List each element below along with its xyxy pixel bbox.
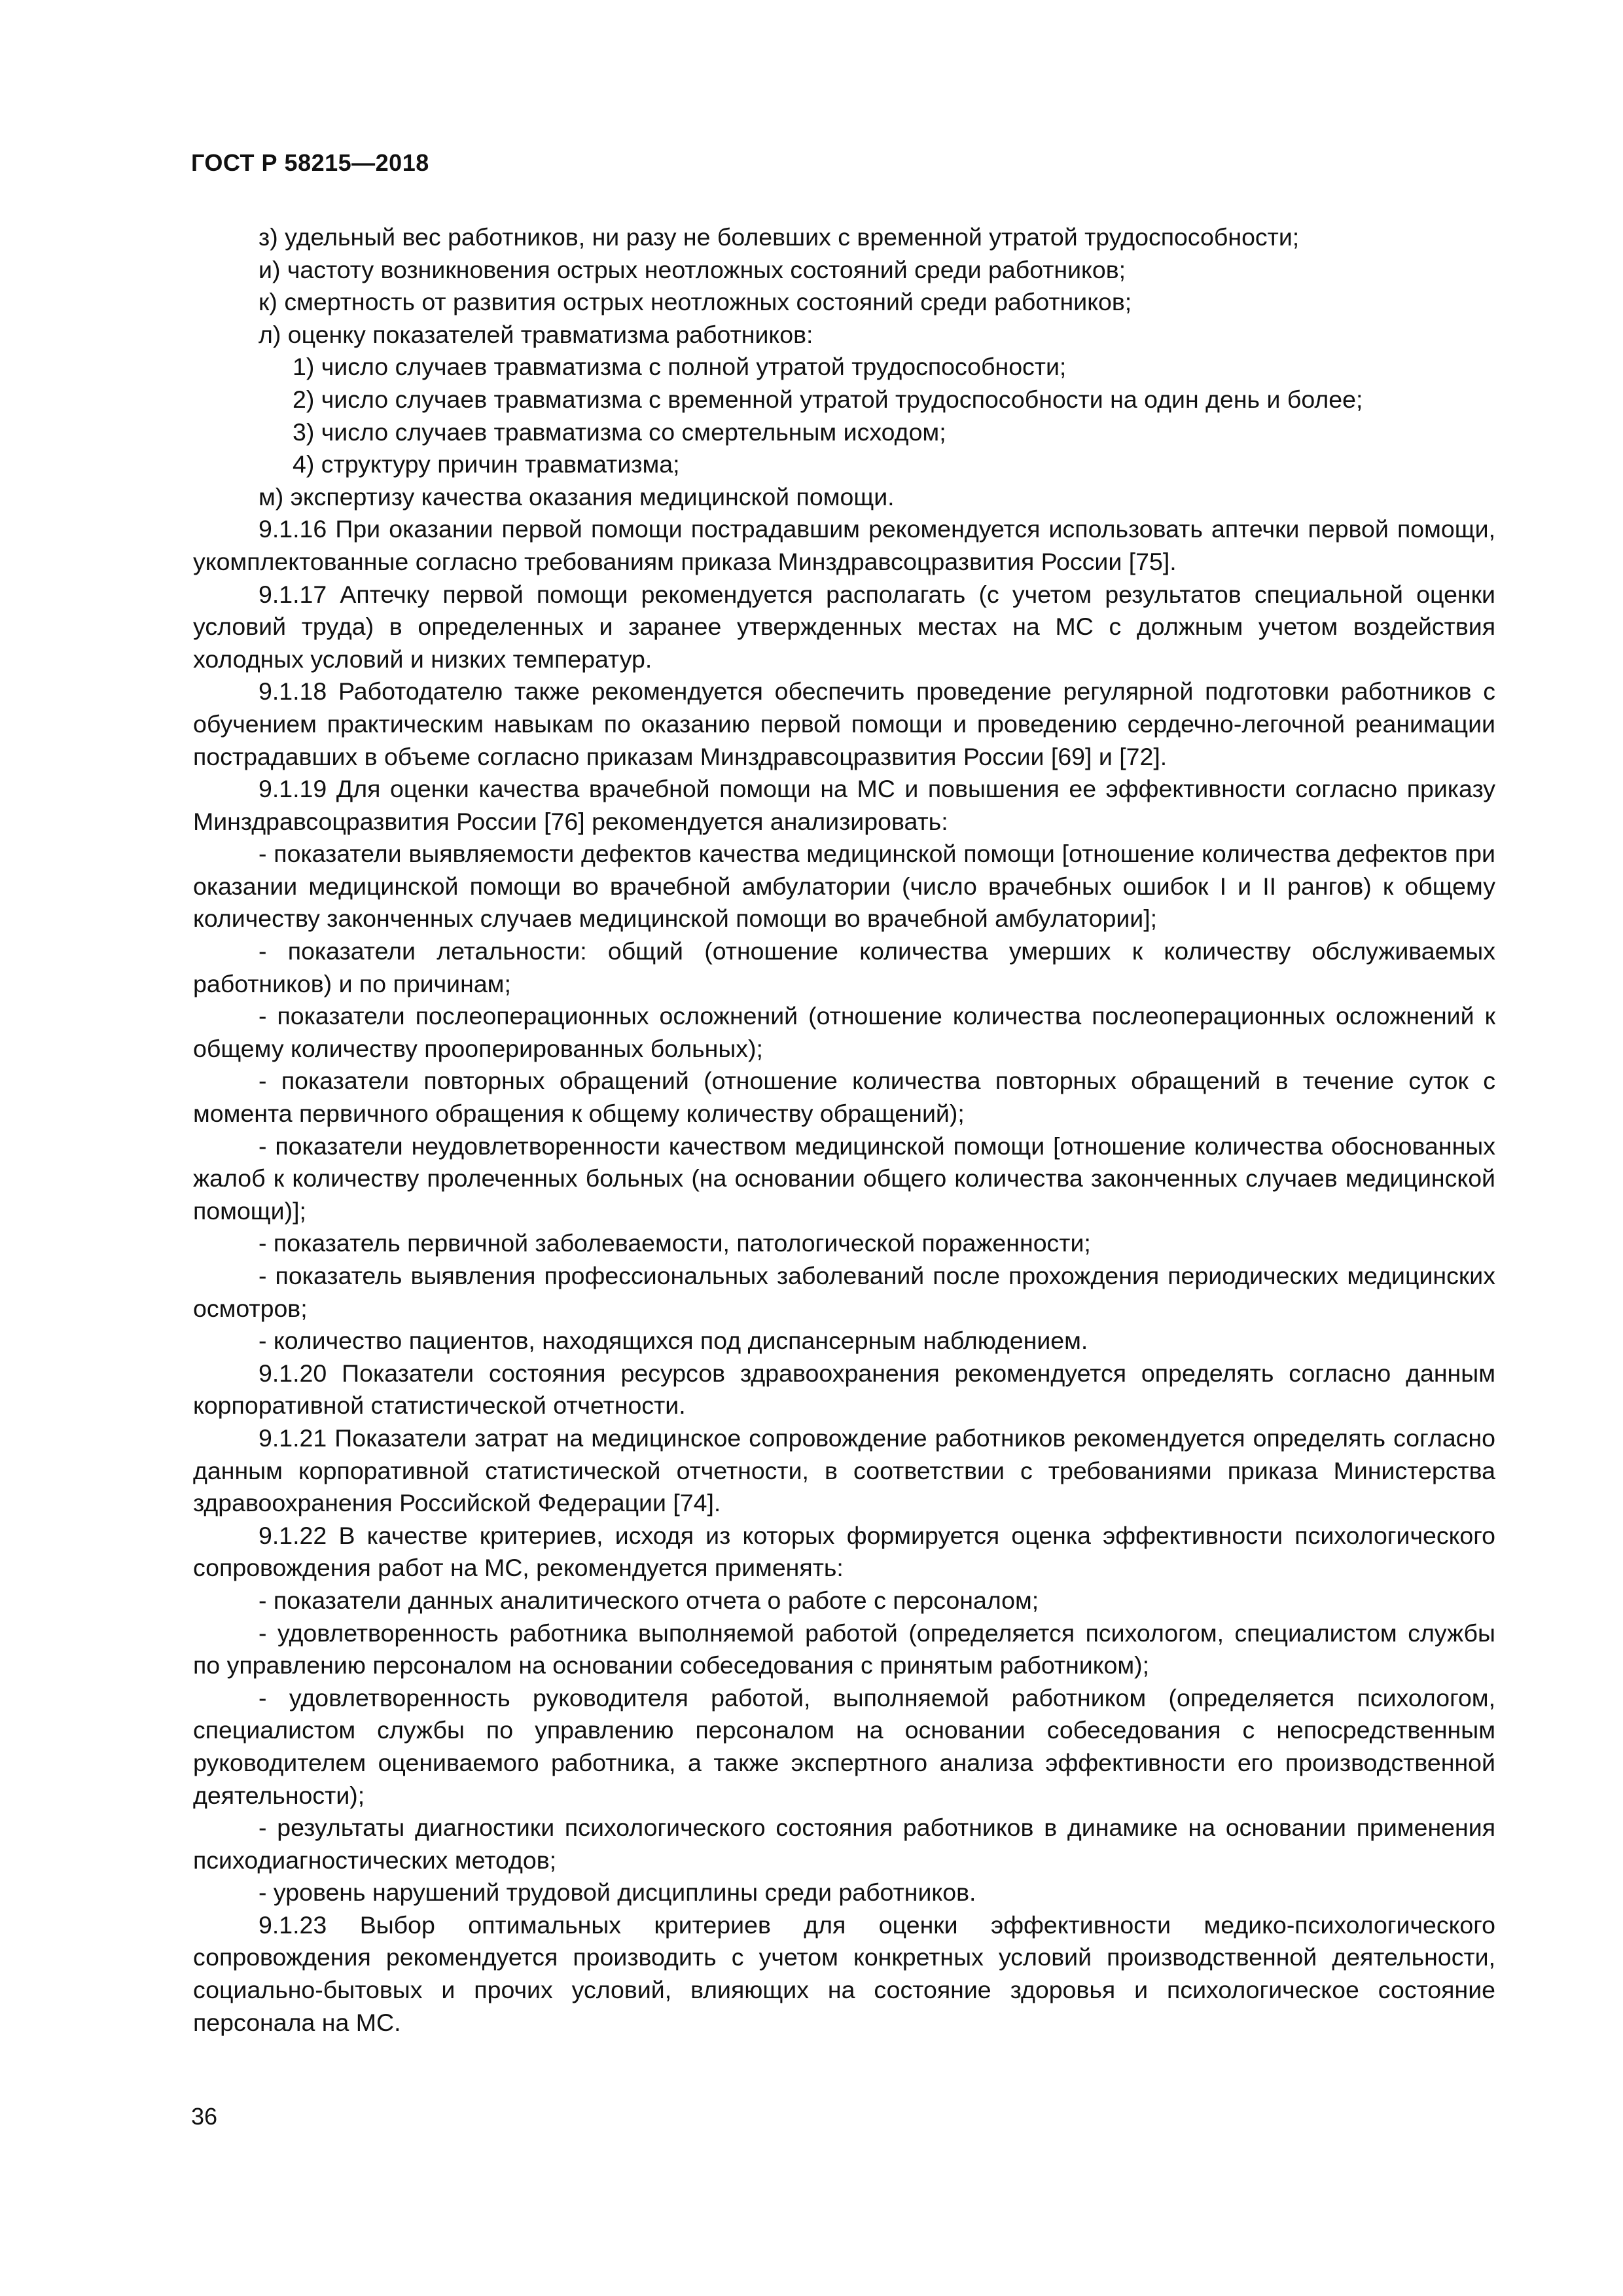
- paragraph: 9.1.20 Показатели состояния ресурсов здравоохранения рекомендуется определять согласно данным корпоративной статистической отчетности.: [193, 1359, 1495, 1420]
- paragraph: м) экспертизу качества оказания медицинской помощи.: [259, 482, 895, 511]
- paragraph: - уровень нарушений трудовой дисциплины среди работников.: [259, 1878, 976, 1907]
- paragraph: 9.1.19 Для оценки качества врачебной помощи на МС и повышения ее эффективности согласно приказу Минздравсоцразвития России [76] рекомендуется анализировать:: [193, 775, 1495, 835]
- paragraph: - результаты диагностики психологического состояния работников в динамике на основании применения психодиагностических методов;: [193, 1814, 1495, 1874]
- paragraph: - показатели неудовлетворенности качеством медицинской помощи [отношение количества обоснованных жалоб к количеству пролеченных больных (на основании общего количества законченных случаев медицинской помощи)];: [193, 1132, 1495, 1225]
- paragraph: - показатель первичной заболеваемости, патологической пораженности;: [259, 1229, 1091, 1257]
- paragraph: - показатели выявляемости дефектов качества медицинской помощи [отношение количества дефектов при оказании медицинской помощи во врачебной амбулатории (число врачебных ошибок I и II рангов) к общему количеству законченных случаев медицинской помощи во врачебной амбулатории];: [193, 840, 1495, 933]
- paragraph: 1) число случаев травматизма с полной утратой трудоспособности;: [293, 353, 1067, 381]
- page-number: 36: [191, 2103, 218, 2130]
- paragraph: - показатели послеоперационных осложнений (отношение количества послеоперационных осложнений к общему количеству прооперированных больных);: [193, 1002, 1495, 1062]
- paragraph: 9.1.17 Аптечку первой помощи рекомендуется располагать (с учетом результатов специальной оценки условий труда) в определенных и заранее утвержденных местах на МС с должным учетом воздействия холодных условий и низких температур.: [193, 580, 1495, 673]
- paragraph: - показатели повторных обращений (отношение количества повторных обращений в течение суток с момента первичного обращения к общему количеству обращений);: [193, 1067, 1495, 1128]
- paragraph: 9.1.21 Показатели затрат на медицинское сопровождение работников рекомендуется определять согласно данным корпоративной статистической отчетности, в соответствии с требованиями приказа Министерства здравоохранения Российской Федерации [74].: [193, 1424, 1495, 1517]
- paragraph: - количество пациентов, находящихся под диспансерным наблюдением.: [259, 1327, 1088, 1355]
- paragraph: - показатели данных аналитического отчета о работе с персоналом;: [259, 1586, 1039, 1614]
- paragraph: 9.1.16 При оказании первой помощи пострадавшим рекомендуется использовать аптечки первой помощи, укомплектованные согласно требованиям приказа Минздравсоцразвития России [75].: [193, 515, 1495, 575]
- paragraph: 3) число случаев травматизма со смертельным исходом;: [293, 418, 946, 446]
- paragraph: з) удельный вес работников, ни разу не болевших с временной утратой трудоспособности;: [259, 223, 1300, 251]
- paragraph: 9.1.18 Работодателю также рекомендуется обеспечить проведение регулярной подготовки работников с обучением практическим навыкам по оказанию первой помощи и проведению сердечно-легочной реанимации пострадавших в объеме согласно приказам Минздравсоцразвития России [69] и [72].: [193, 677, 1495, 770]
- document-header: ГОСТ Р 58215—2018: [191, 149, 429, 176]
- paragraph: 4) структуру причин травматизма;: [293, 450, 680, 478]
- paragraph: - удовлетворенность работника выполняемой работой (определяется психологом, специалистом службы по управлению персоналом на основании собеседования с принятым работником);: [193, 1619, 1495, 1679]
- paragraph: и) частоту возникновения острых неотложных состояний среди работников;: [259, 255, 1126, 283]
- document-body: [193, 221, 1495, 2039]
- paragraph: - удовлетворенность руководителя работой, выполняемой работником (определяется психологом, специалистом службы по управлению персоналом на основании собеседования с непосредственным руководителем оцениваемого работника, а также экспертного анализа эффективности его производственной деятельности);: [193, 1683, 1495, 1809]
- paragraph: 9.1.23 Выбор оптимальных критериев для оценки эффективности медико-психологического сопровождения рекомендуется производить с учетом конкретных условий производственной деятельности, социально-бытовых и прочих условий, влияющих на состояние здоровья и психологическое состояние персонала на МС.: [193, 1910, 1495, 2036]
- paragraph: л) оценку показателей травматизма работников:: [259, 320, 813, 348]
- paragraph: 9.1.22 В качестве критериев, исходя из которых формируется оценка эффективности психологического сопровождения работ на МС, рекомендуется применять:: [193, 1521, 1495, 1582]
- paragraph: 2) число случаев травматизма с временной утратой трудоспособности на один день и более;: [293, 385, 1363, 413]
- paragraph: - показатели летальности: общий (отношение количества умерших к количеству обслуживаемых работников) и по причинам;: [193, 937, 1495, 997]
- paragraph: - показатель выявления профессиональных заболеваний после прохождения периодических медицинских осмотров;: [193, 1262, 1495, 1322]
- paragraph: к) смертность от развития острых неотложных состояний среди работников;: [259, 288, 1132, 316]
